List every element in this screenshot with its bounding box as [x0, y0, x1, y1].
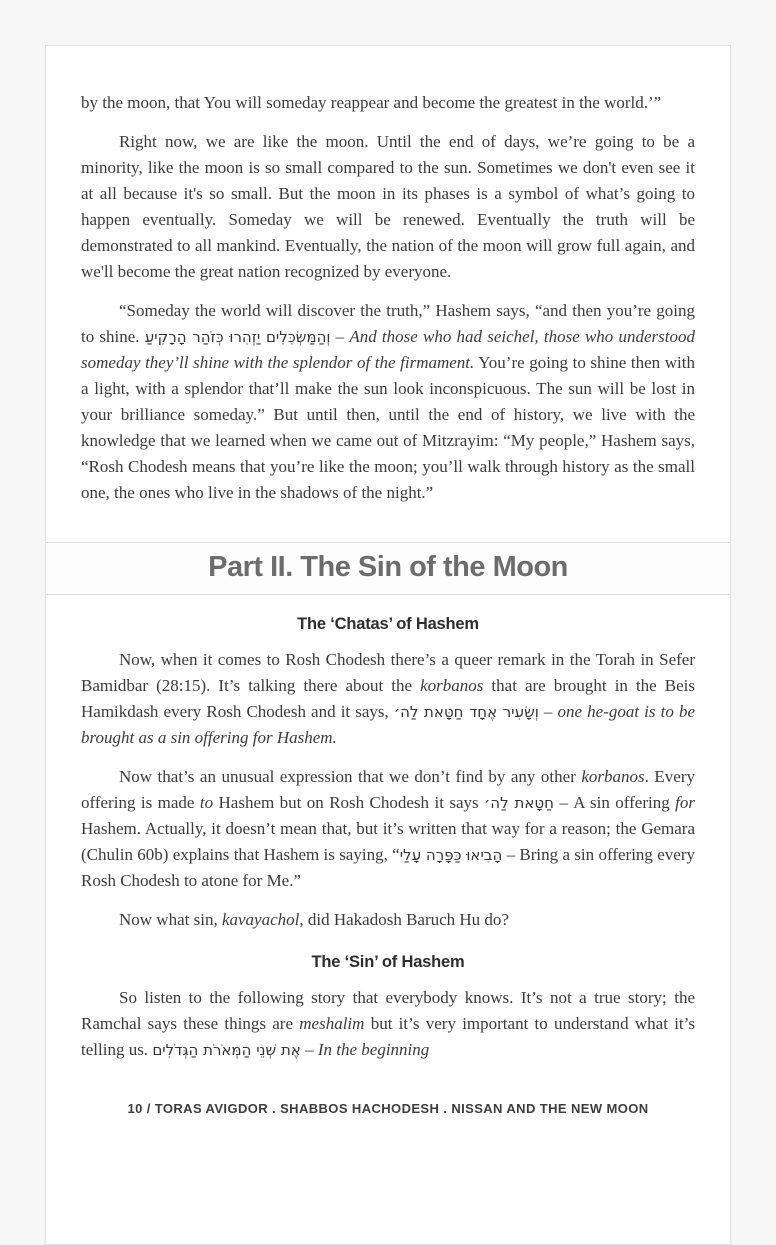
- text-run: –: [330, 327, 350, 346]
- section-heading: The ‘Chatas’ of Hashem: [297, 615, 479, 633]
- text-run: You’re going to shine then with a light, with a splendor that’ll make the sun look inconspicuous. The sun will be lost in your brilliance someday.” But until then, until the end of history, we live with the knowledge that we learned when we came out of Mitzrayim: “My people,” Hashem says, “Rosh Chodesh means that you’re like the moon; you’ll walk through history as the small one, the ones who live in the shadows of the night.”: [81, 353, 695, 502]
- paragraph: [81, 90, 695, 116]
- text-run: Now that’s an unusual expression that we don’t find by any other: [119, 767, 582, 786]
- paragraph: [81, 907, 695, 933]
- text-run: –: [538, 702, 558, 721]
- text-run: In the beginning: [317, 1040, 430, 1059]
- paragraph: [81, 298, 695, 506]
- document-page: [45, 45, 731, 1245]
- section-heading: The ‘Sin’ of Hashem: [311, 953, 465, 971]
- part-title: Part II. The Sin of the Moon: [208, 551, 568, 583]
- text-run: meshalim: [299, 1014, 365, 1033]
- text-run: for: [675, 793, 696, 812]
- hebrew-phrase: וְהַמַּשְׂכִּלִים יַזְהִרוּ כְּזֹהַר הָרָקִיעַ: [144, 328, 331, 346]
- text-run: Now, when it comes to Rosh Chodesh there’s a queer remark in the Torah in Sefer Bamidbar (28:15). It’s talking there about the: [81, 650, 695, 695]
- text-run: one he-goat is to be brought as a sin offering for Hashem.: [81, 702, 695, 747]
- paragraph: [81, 647, 695, 751]
- paragraph: [81, 985, 695, 1063]
- hebrew-phrase: חַטָּאת לַה׳: [484, 794, 554, 812]
- text-run: by the moon, that You will someday reappear and become the greatest in the world.’”: [81, 93, 662, 112]
- hebrew-phrase: אֶת שְׁנֵי הַמְּאֹרֹת הַגְּדֹלִים: [152, 1041, 301, 1059]
- paragraph: [81, 129, 695, 285]
- text-run: to: [199, 793, 214, 812]
- text-run: . Every offering is made: [81, 767, 695, 812]
- document-body: [46, 46, 730, 1063]
- part-divider-band: [46, 542, 730, 595]
- paragraph: [81, 764, 695, 894]
- text-run: “Someday the world will discover the truth,” Hashem says, “and then you’re going to shine.: [81, 301, 695, 346]
- text-run: Now what sin,: [119, 910, 222, 929]
- text-run: that are brought in the Beis Hamikdash every Rosh Chodesh and it says,: [81, 676, 696, 721]
- text-run: – Bring a sin offering every Rosh Chodesh to atone for Me.”: [81, 845, 695, 890]
- text-run: Hashem. Actually, it doesn’t mean that, but it’s written that way for a reason; the Gemara (Chulin 60b) explains that Hashem is saying, “: [81, 819, 695, 864]
- text-run: Hashem but on Rosh Chodesh it says: [213, 793, 485, 812]
- text-run: , did Hakadosh Baruch Hu do?: [299, 910, 509, 929]
- text-run: korbanos: [581, 767, 645, 786]
- text-run: kavayachol: [221, 910, 300, 929]
- text-run: – A sin offering: [553, 793, 676, 812]
- text-run: Right now, we are like the moon. Until the end of days, we’re going to be a minority, like the moon is so small compared to the sun. Sometimes we don't even see it at all because it's so small. But the moon in its phases is a symbol of what’s going to happen eventually. Someday we will be renewed. Eventually the truth will be demonstrated to all mankind. Eventually, the nation of the moon will grow full again, and we'll become the great nation recognized by everyone.: [81, 132, 695, 281]
- text-run: korbanos: [420, 676, 484, 695]
- hebrew-phrase: וְשָׂעִיר אֶחָד חַטָּאת לַה׳: [393, 703, 539, 721]
- text-run: And those who had seichel, those who understood someday they’ll shine with the splendor of the firmament.: [81, 327, 695, 372]
- text-run: but it’s very important to understand what it’s telling us.: [81, 1014, 695, 1059]
- hebrew-phrase: הָבִיאוּ כַּפָּרָה עָלַי: [399, 846, 503, 864]
- text-run: –: [300, 1040, 318, 1059]
- page-footer: 10 / TORAS AVIGDOR . SHABBOS HACHODESH . NISSAN AND THE NEW MOON: [127, 1101, 649, 1116]
- text-run: So listen to the following story that everybody knows. It’s not a true story; the Ramchal says these things are: [81, 988, 695, 1033]
